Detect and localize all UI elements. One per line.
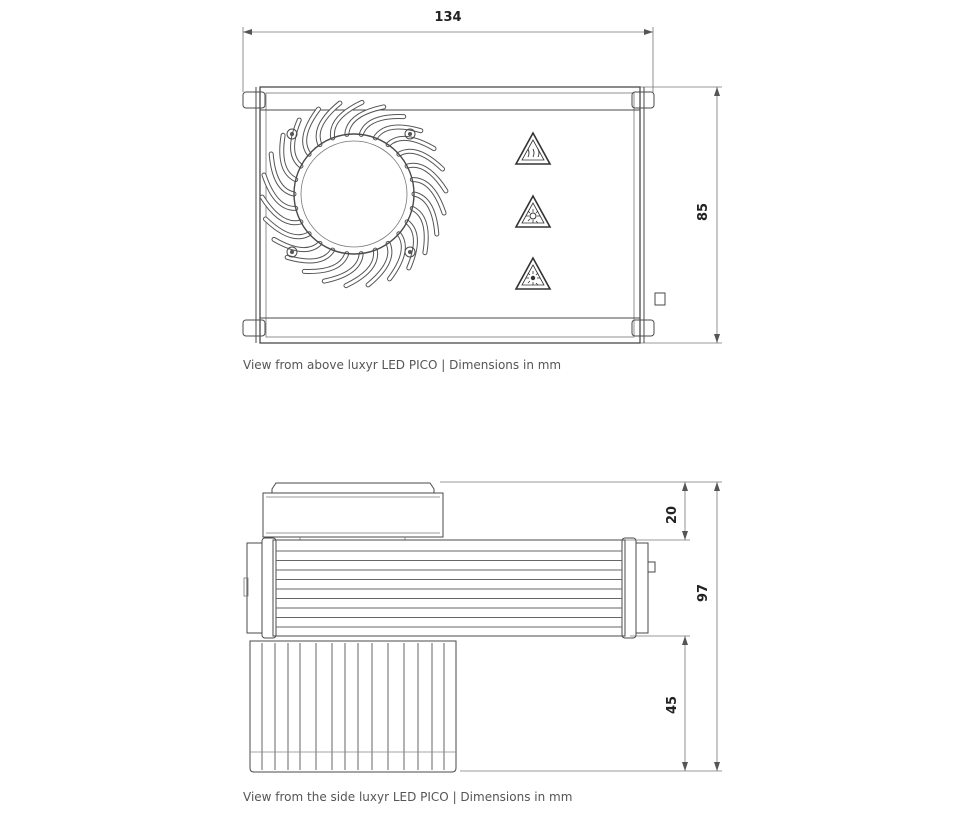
uv-radiation-warning-icon [516,196,550,227]
heatsink-fins [250,641,456,772]
height-dimension-label: 85 [696,202,711,222]
top-view [243,10,722,343]
fan-blade-inner [293,120,301,166]
width-dimension-label: 134 [434,10,462,25]
top-part-dimension-label: 20 [665,505,680,525]
side-view-caption: View from the side luxyr LED PICO | Dimensions in mm [243,790,573,804]
side-view [244,482,722,772]
light-radiation-warning-icon [516,258,550,289]
top-view-caption: View from above luxyr LED PICO | Dimensions in mm [243,358,562,372]
housing-side [244,538,655,638]
heatsink-dimension-line [630,636,690,771]
lens-cap [263,483,443,540]
heatsink-dimension-label: 45 [665,695,680,715]
width-dimension-line [243,27,653,92]
total-height-dimension-label: 97 [696,583,711,603]
hot-surface-warning-icon [516,133,550,164]
fan-blade-inner [407,222,415,268]
total-height-dimension-line [460,482,722,771]
